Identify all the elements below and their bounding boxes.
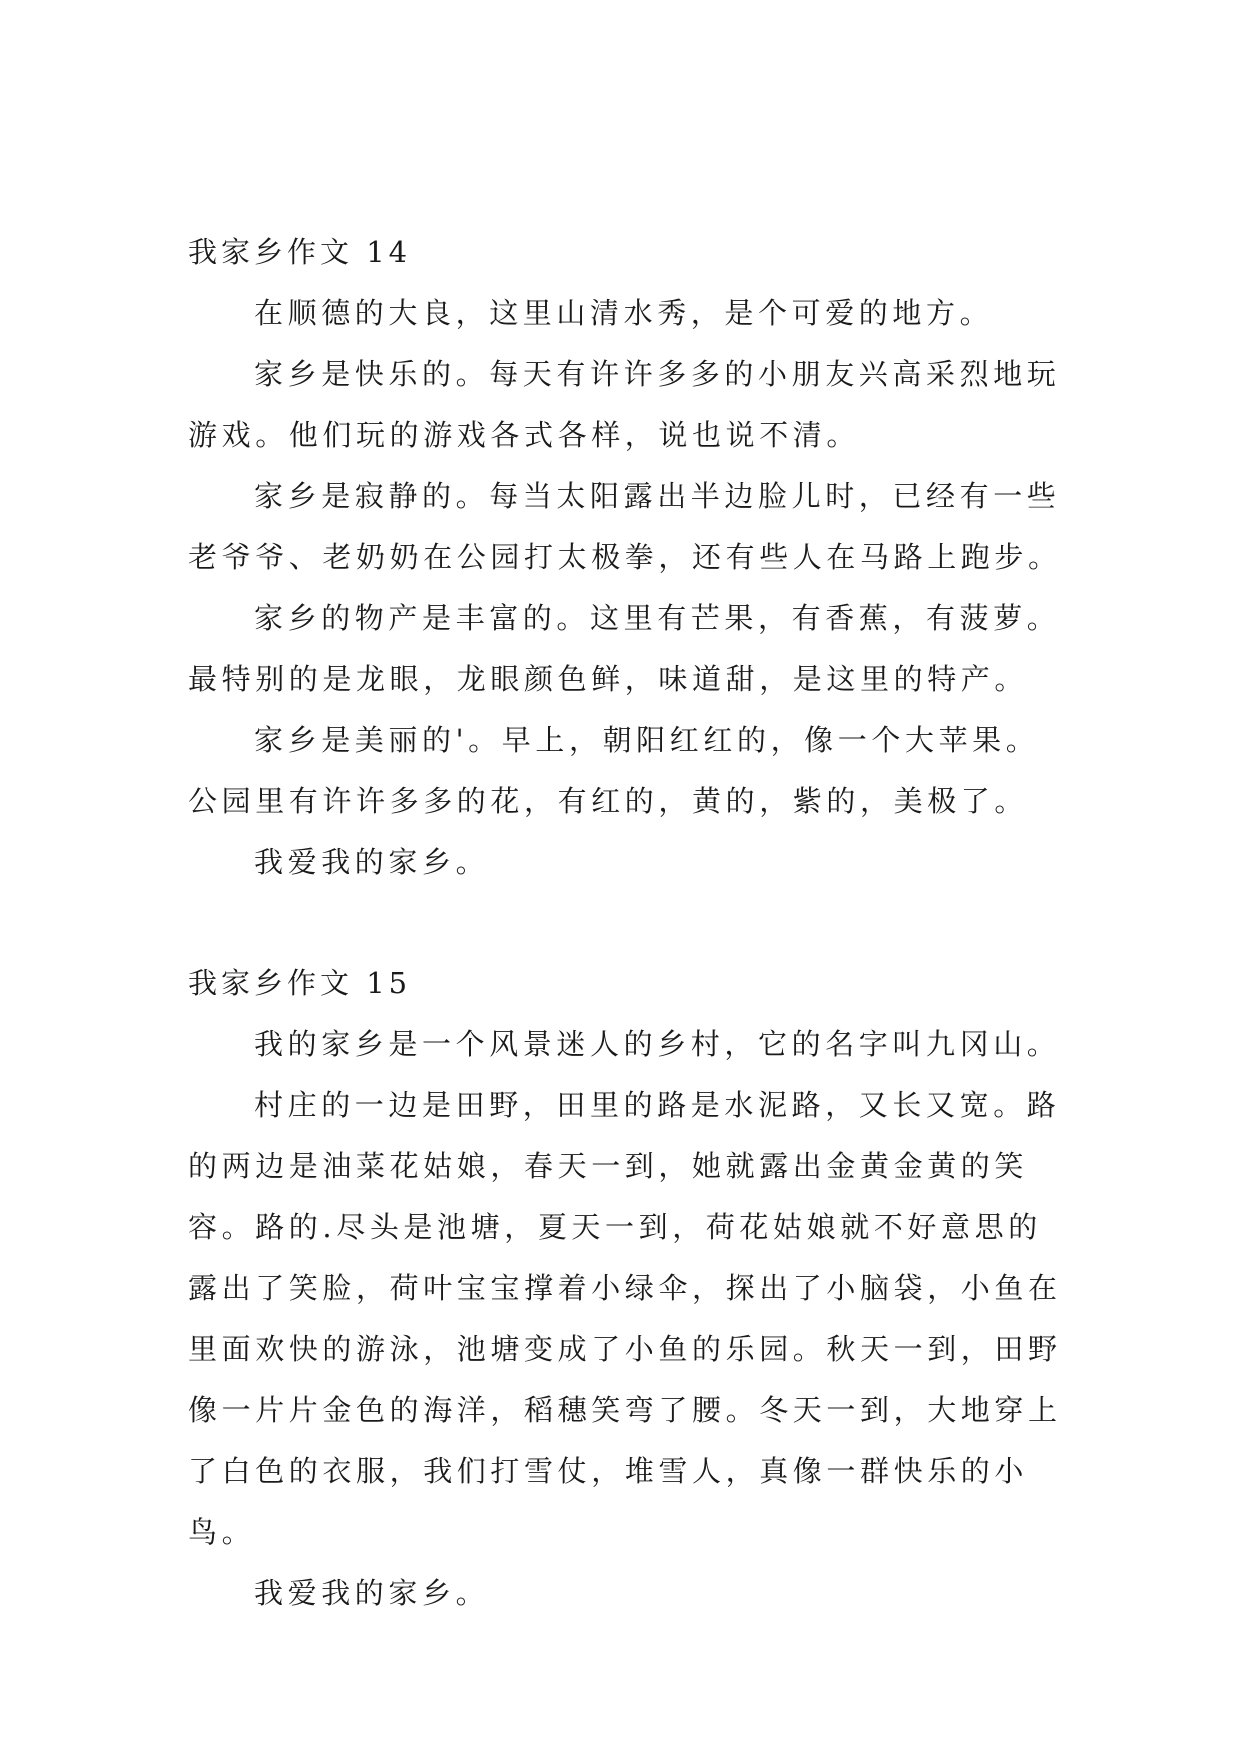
- essay-14: [188, 222, 1068, 893]
- essay-title: 我家乡作文 14: [188, 235, 412, 269]
- document-page: [188, 222, 1068, 1624]
- essay-paragraph: 我爱我的家乡。: [254, 1576, 490, 1610]
- essay-paragraph: 家乡是美丽的'。早上，朝阳红红的，像一个大苹果。公园里有许许多多的花，有红的，黄的，紫的，美极了。: [188, 723, 1040, 818]
- essay-paragraph: 村庄的一边是田野，田里的路是水泥路，又长又宽。路的两边是油菜花姑娘，春天一到，她就露出金黄金黄的笑容。路的.尽头是池塘，夏天一到，荷花姑娘就不好意思的露出了笑脸，荷叶宝宝撑着小绿伞，探出了小脑袋，小鱼在里面欢快的游泳，池塘变成了小鱼的乐园。秋天一到，田野像一片片金色的海洋，稻穗笑弯了腰。冬天一到，大地穿上了白色的衣服，我们打雪仗，堆雪人，真像一群快乐的小鸟。: [188, 1088, 1062, 1549]
- essay-title: 我家乡作文 15: [188, 966, 412, 1000]
- essay-paragraph: 在顺德的大良，这里山清水秀，是个可爱的地方。: [254, 296, 994, 330]
- essay-paragraph: 我的家乡是一个风景迷人的乡村，它的名字叫九冈山。: [254, 1027, 1061, 1061]
- essay-paragraph: 我爱我的家乡。: [254, 845, 490, 879]
- essay-paragraph: 家乡是快乐的。每天有许许多多的小朋友兴高采烈地玩游戏。他们玩的游戏各式各样，说也说不清。: [188, 357, 1061, 452]
- essay-15: [188, 953, 1068, 1624]
- essay-paragraph: 家乡是寂静的。每当太阳露出半边脸儿时，已经有一些老爷爷、老奶奶在公园打太极拳，还有些人在马路上跑步。: [188, 479, 1062, 574]
- essay-paragraph: 家乡的物产是丰富的。这里有芒果，有香蕉，有菠萝。最特别的是龙眼，龙眼颜色鲜，味道甜，是这里的特产。: [188, 601, 1061, 696]
